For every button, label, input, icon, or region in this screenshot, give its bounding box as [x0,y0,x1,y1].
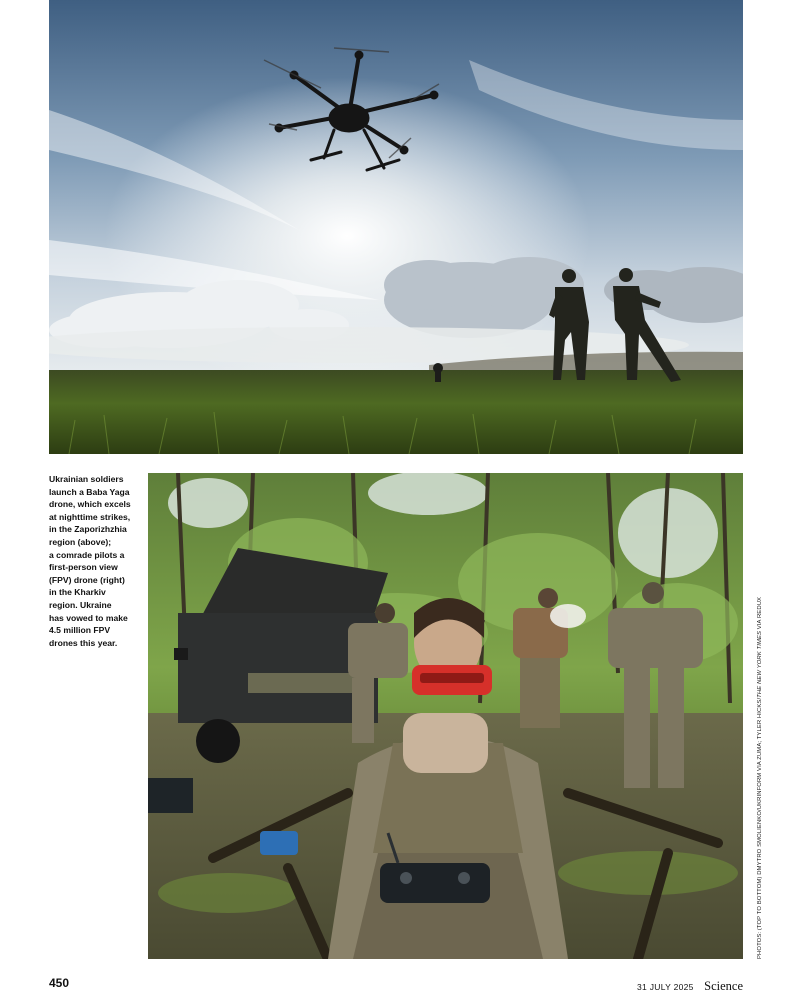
issue-date: 31 JULY 2025 [636,982,694,992]
caption-line: drones this year. [49,637,118,648]
page-number: 450 [49,976,70,990]
photo-credit [756,589,764,959]
credit-publication: THE NEW YORK TIMES [757,630,763,698]
caption-line: launch a Baba Yaga [49,486,130,497]
caption-line: a comrade pilots a [49,549,125,560]
caption-line: in the Kharkiv [49,587,106,598]
page-footer [637,977,743,995]
photo-drone-launch [49,0,743,454]
credit-prefix: PHOTOS: (TOP TO BOTTOM) DMYTRO SMOLIENKO/UKRINFORM VIA ZUMA; TYLER HICKS/ [757,697,763,959]
caption-line: in the Zaporizhzhia [49,524,127,535]
fpv-pilot-image [148,473,743,959]
caption-line: drone, which excels [49,499,131,510]
drone-launch-image [49,0,743,454]
credit-suffix: VIA REDUX [757,596,763,631]
caption-line: at nighttime strikes, [49,511,131,522]
caption-line: region. Ukraine [49,599,112,610]
caption-line: Ukrainian soldiers [49,474,124,484]
caption-line: has vowed to make [49,612,128,623]
photo-fpv-pilot [148,473,743,959]
caption-line: first-person view [49,562,118,573]
caption-line: (FPV) drone (right) [49,574,125,585]
caption-line: region (above); [49,536,112,547]
photo-caption [49,473,141,649]
caption-line: 4.5 million FPV [49,625,111,636]
journal-name: Science [704,979,743,993]
